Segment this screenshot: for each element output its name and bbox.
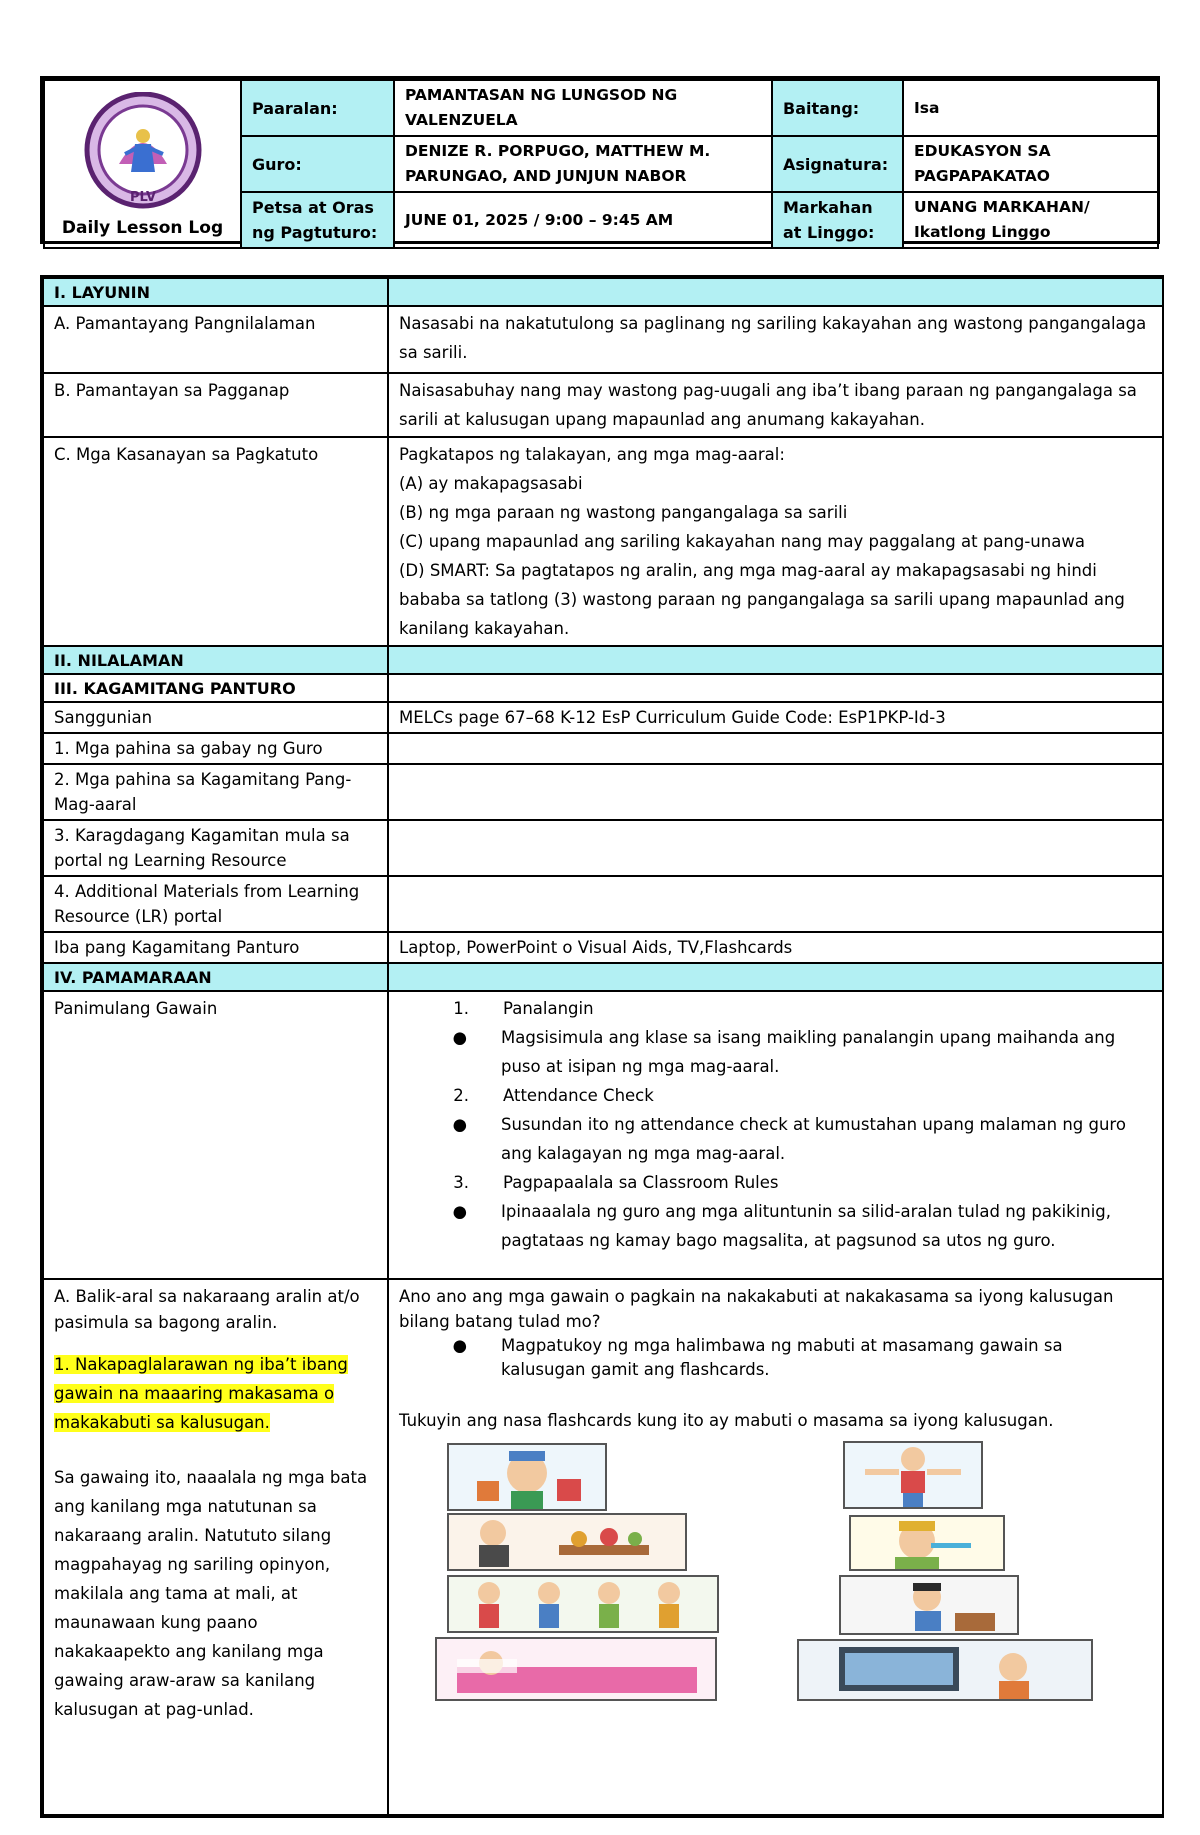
sanggunian-label: Sanggunian <box>43 702 388 733</box>
additional-materials-label: 4. Additional Materials from Learning Resource (LR) portal <box>43 876 388 932</box>
lesson-plan-table <box>40 275 1164 1818</box>
flashcard-brushing-teeth[interactable] <box>849 1515 1005 1571</box>
school-seal-logo <box>79 92 207 210</box>
step-item: 3. Pagpapaalala sa Classroom Rules <box>453 1173 779 1192</box>
pamantayan-pagganap-label: B. Pamantayan sa Pagganap <box>43 373 388 437</box>
flashcard-instruction: Tukuyin ang nasa flashcards kung ito ay mabuti o masama sa iyong kalusugan. <box>399 1411 1054 1430</box>
guro-label: Guro: <box>241 136 394 192</box>
flashcard-watching-tv[interactable] <box>797 1639 1093 1701</box>
step-item: 2. Attendance Check <box>453 1086 654 1105</box>
step-detail: ● Susundan ito ng attendance check at kumustahan upang malaman ng guro ang kalagayan ng mga mag-aaral. <box>452 1115 1126 1163</box>
panimulang-gawain-steps <box>388 991 1163 1279</box>
kasanayan-line: (B) ng mga paraan ng wastong pangangalaga sa sarili <box>399 503 848 522</box>
step-item: 1. Panalangin <box>453 999 594 1018</box>
layunin-heading: I. LAYUNIN <box>43 278 388 306</box>
flashcard-exercising-boy[interactable] <box>843 1441 983 1509</box>
iba-pang-kagamitan-label: Iba pang Kagamitang Panturo <box>43 932 388 963</box>
svg-text:PLV: PLV <box>129 190 156 205</box>
flashcard-junk-food-man[interactable] <box>447 1443 607 1511</box>
pamantayang-pangnilalaman-value: Nasasabi na nakatutulong sa paglinang ng sariling kakayahan ang wastong pangangalaga sa sarili. <box>388 306 1163 373</box>
karagdagang-kagamitan-value <box>388 820 1163 876</box>
baitang-label: Baitang: <box>772 80 903 136</box>
balik-aral-activity <box>388 1279 1163 1815</box>
step-detail: ● Magsisimula ang klase sa isang maikling panalangin upang maihanda ang puso at isipan ng mga mag-aaral. <box>452 1028 1116 1076</box>
balik-aral-question: Ano ano ang mga gawain o pagkain na nakakabuti at nakakasama sa iyong kalusugan bilang batang tulad mo? <box>399 1287 1114 1331</box>
flashcard-eating-snacks[interactable] <box>447 1513 687 1571</box>
gabay-guro-label: 1. Mga pahina sa gabay ng Guro <box>43 733 388 764</box>
flashcard-bullet: ● Magpatukoy ng mga halimbawa ng mabuti at masamang gawain sa kalusugan gamit ang flashcards. <box>452 1336 1063 1379</box>
karagdagang-kagamitan-label: 3. Karagdagang Kagamitan mula sa portal ng Learning Resource <box>43 820 388 876</box>
asignatura-label: Asignatura: <box>772 136 903 192</box>
balik-aral-cell <box>43 1279 388 1815</box>
pamantayang-pangnilalaman-label: A. Pamantayang Pangnilalaman <box>43 306 388 373</box>
paaralan-value: PAMANTASAN NG LUNGSOD NG VALENZUELA <box>394 80 772 136</box>
sanggunian-value: MELCs page 67–68 K-12 EsP Curriculum Guide Code: EsP1PKP-Id-3 <box>388 702 1163 733</box>
kasanayan-line: Pagkatapos ng talakayan, ang mga mag-aaral: <box>399 445 785 464</box>
additional-materials-value <box>388 876 1163 932</box>
nilalaman-heading: II. NILALAMAN <box>43 646 388 674</box>
highlighted-objective: 1. Nakapaglalarawan ng iba’t ibang gawain na maaaring makasama o makakabuti sa kalusugan. <box>54 1355 348 1432</box>
flashcard-grid <box>399 1441 1152 1751</box>
kasanayan-line: (D) SMART: Sa pagtatapos ng aralin, ang mga mag-aaral ay makapagsasabi ng hindi bababa sa tatlong (3) wastong paraan ng pangangalaga sa sarili upang mapaunlad ang kanilang kakayahan. <box>399 561 1125 638</box>
pamamaraan-heading: IV. PAMAMARAAN <box>43 963 388 991</box>
panimulang-gawain-label: Panimulang Gawain <box>43 991 388 1279</box>
baitang-value: Isa <box>903 80 1158 136</box>
logo-caption: Daily Lesson Log <box>61 218 224 238</box>
step-detail: ● Ipinaaalala ng guro ang mga alituntunin sa silid-aralan tulad ng pakikinig, pagtataas ng kamay bago magsalita, at pagsunod sa utos ng guro. <box>452 1202 1112 1250</box>
kasanayan-line: (C) upang mapaunlad ang sariling kakayahan nang may paggalang at pang-unawa <box>399 532 1085 551</box>
flashcard-child-reading[interactable] <box>839 1575 1019 1635</box>
balik-aral-description: Sa gawaing ito, naaalala ng mga bata ang kanilang mga natutunan sa nakaraang aralin. Natututo silang magpahayag ng sariling opinyon, makilala ang tama at mali, at maunawaan kung paano nakakaapekto ang kanilang mga gawaing araw-araw sa kanilang kalusugan at pag-unlad. <box>54 1468 368 1719</box>
kagamitan-heading: III. KAGAMITANG PANTURO <box>43 674 388 702</box>
kagamitang-mag-aaral-value <box>388 764 1163 820</box>
kasanayan-value <box>388 437 1163 646</box>
petsa-value: JUNE 01, 2025 / 9:00 – 9:45 AM <box>394 192 772 248</box>
kasanayan-line: (A) ay makapagsasabi <box>399 474 583 493</box>
logo-cell <box>44 80 241 248</box>
iba-pang-kagamitan-value: Laptop, PowerPoint o Visual Aids, TV,Flashcards <box>388 932 1163 963</box>
pamantayan-pagganap-value: Naisasabuhay nang may wastong pag-uugali ang iba’t ibang paraan ng pangangalaga sa sarili at kalusugan upang mapaunlad ang anumang kakayahan. <box>388 373 1163 437</box>
flashcard-sleeping[interactable] <box>435 1637 717 1701</box>
gabay-guro-value <box>388 733 1163 764</box>
kagamitang-mag-aaral-label: 2. Mga pahina sa Kagamitang Pang-Mag-aaral <box>43 764 388 820</box>
markahan-value: UNANG MARKAHAN/ Ikatlong Linggo <box>903 192 1158 248</box>
header-table <box>40 76 1160 244</box>
balik-aral-label: A. Balik-aral sa nakaraang aralin at/o pasimula sa bagong aralin. <box>54 1287 360 1332</box>
flashcard-children-playing[interactable] <box>447 1575 719 1633</box>
petsa-label: Petsa at Oras ng Pagtuturo: <box>241 192 394 248</box>
paaralan-label: Paaralan: <box>241 80 394 136</box>
asignatura-value: EDUKASYON SA PAGPAPAKATAO <box>903 136 1158 192</box>
kasanayan-label: C. Mga Kasanayan sa Pagkatuto <box>43 437 388 646</box>
markahan-label: Markahan at Linggo: <box>772 192 903 248</box>
guro-value: DENIZE R. PORPUGO, MATTHEW M. PARUNGAO, AND JUNJUN NABOR <box>394 136 772 192</box>
